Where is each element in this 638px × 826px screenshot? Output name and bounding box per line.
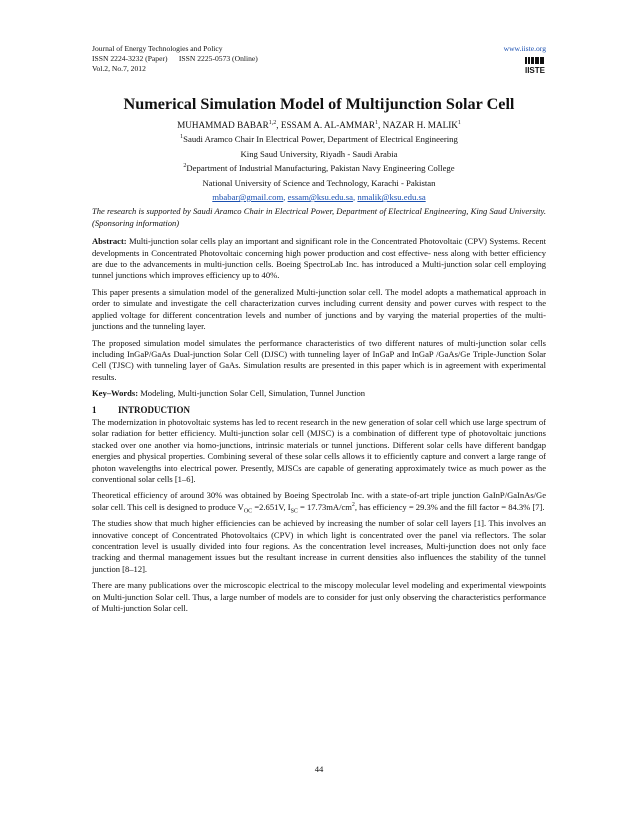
section-number: 1 <box>92 404 97 415</box>
intro-paragraph-4: There are many publications over the microscopic electrical to the miscopy molecular level modeling and experimental viewpoints on Multi-junction Solar cell. Thus, a large number of models are to consider for just only observing the characteristics performance of Multi-junction Solar cell. <box>92 580 546 614</box>
superscript: 2 <box>351 501 355 508</box>
intro-paragraph-1: The modernization in photovoltaic systems has led to recent research in the new generation of solar cell which use large spectrum of solar radiation for better efficiency. Multi-junction solar cell (MJSC) is a combination of different type of photovoltaic junctions stacked over one another via homo-junctions, intrinsic materials or tunnel junctions. Different solar cells have different bandgap energies and physical properties. Combining several of these solar cells allows it to efficiently capture and convert a large range of photon wavelengths into electrical power. Presently, MJSCs are capable of generating approximately twice as much power as the conventional solar cells [1–6]. <box>92 416 546 484</box>
affiliation-marker: 1 <box>180 134 184 141</box>
abstract-label: Abstract: <box>92 236 127 247</box>
email-link[interactable]: essam@ksu.edu.sa <box>287 192 354 203</box>
abstract-paragraph-3: The proposed simulation model simulates the performance characteristics of two different natures of multi-junction solar cells including InGaP/GaAs Dual-junction Solar Cell (DJSC) with tunneling layer of InGaP and InGaP /GaAs/Ge Triple-Junction Solar Cell (TJSC) with tunneling layer of GaAs. Simulation results are presented in this paper which is in agreement with experimental results. <box>92 337 546 382</box>
affiliation-line: Saudi Aramco Chair In Electrical Power, Department of Electrical Engineering <box>183 134 458 145</box>
author-emails: mbabar@gmail.com, essam@ksu.edu.sa, nmalik@ksu.edu.sa <box>212 192 426 203</box>
abstract-paragraph <box>92 236 546 282</box>
intro-text: =2.651V, I <box>252 501 291 512</box>
author-affiliation-marker: 1,2 <box>268 119 277 126</box>
intro-text: , has efficiency = 29.3% and the fill factor = 84.3% [7]. <box>354 501 545 512</box>
intro-paragraph-2 <box>92 490 546 513</box>
keywords-label: Key–Words: <box>92 388 139 399</box>
affiliation-1-location: King Saud University, Riyadh - Saudi Arabia <box>240 148 398 159</box>
subscript: SC <box>290 508 298 515</box>
keywords <box>92 388 546 399</box>
iiste-logo-icon <box>524 55 546 75</box>
abstract-paragraph-2: This paper presents a simulation model of the generalized Multi-junction solar cell. The model adopts a mathematical approach in order to simulate and investigate the cell characterization curves including current density and power curves with respect to the applied voltage for different concentration levels and number of junctions and by varying the material properties of the multi-junctions and the tunneling layer. <box>92 286 546 332</box>
intro-text: Theoretical efficiency of around 30% was obtained by Boeing Spectrolab Inc. with a state-of-art triple junction GaInP/GaInAs/Ge solar cell. This cell is designed to produce V <box>92 490 546 512</box>
journal-name: Journal of Energy Technologies and Policy <box>92 44 223 53</box>
author-name: , ESSAM A. AL-AMMAR <box>276 120 376 130</box>
keywords-text: Modeling, Multi-junction Solar Cell, Simulation, Tunnel Junction <box>138 388 366 399</box>
affiliation-2-location: National University of Science and Technology, Karachi - Pakistan <box>202 177 436 188</box>
author-name: MUHAMMAD BABAR <box>177 120 269 130</box>
journal-issn: ISSN 2224-3232 (Paper) ISSN 2225-0573 (Online) <box>92 54 258 64</box>
abstract-text: Multi-junction solar cells play an important and significant role in the Concentrated Photovoltaic (CPV) Systems. Recent developments in Concentrated Photovoltaic concerning high power production and cost effective- ness along with better efficiency are due to the advancements in multi-junction cells. Boeing SpectroLab Inc. has introduced a Multi-junction solar cell employing tunnel junctions which improves efficiency up to 40%. <box>92 236 546 281</box>
email-link[interactable]: mbabar@gmail.com <box>212 192 284 203</box>
author-list <box>92 120 546 131</box>
author-name: , NAZAR H. MALIK <box>378 120 458 130</box>
author-affiliation-marker: 1 <box>457 119 461 126</box>
page-number: 44 <box>314 764 324 774</box>
author-affiliation-marker: 1 <box>375 119 379 126</box>
support-statement: The research is supported by Saudi Aramco Chair in Electrical Power, Department of Electrical Engineering, King Saud University. (Sponsoring information) <box>92 206 546 228</box>
subscript: OC <box>243 508 253 515</box>
section-heading <box>92 405 546 416</box>
email-link[interactable]: nmalik@ksu.edu.sa <box>357 192 426 203</box>
affiliation-1 <box>92 134 546 145</box>
journal-volume: Vol.2, No.7, 2012 <box>92 64 146 74</box>
journal-url[interactable]: www.iiste.org <box>503 44 546 53</box>
intro-text: = 17.73mA/cm <box>297 501 352 512</box>
affiliation-marker: 2 <box>183 163 187 170</box>
paper-title: Numerical Simulation Model of Multijunction Solar Cell <box>123 95 515 113</box>
paper-content <box>92 94 546 619</box>
intro-paragraph-3: The studies show that much higher efficiencies can be achieved by increasing the number of solar cell layers [1]. This involves an innovative concept of Concentrated Photovoltaics (CPV) in which light is concentrated over the panel via reflectors. The solar concentration level is usually divided into four regions. As the concentration level increases, Multi-junction does not only face tracking and thermal management issues but the resultant increase in current densities also influences the stability of the tunnel junction [8–12]. <box>92 518 546 574</box>
journal-header <box>92 44 258 75</box>
affiliation-2 <box>92 163 546 174</box>
svg-text:IISTE: IISTE <box>524 66 546 75</box>
section-title: INTRODUCTION <box>118 404 191 415</box>
affiliation-line: Department of Industrial Manufacturing, Pakistan Navy Engineering College <box>186 163 455 174</box>
